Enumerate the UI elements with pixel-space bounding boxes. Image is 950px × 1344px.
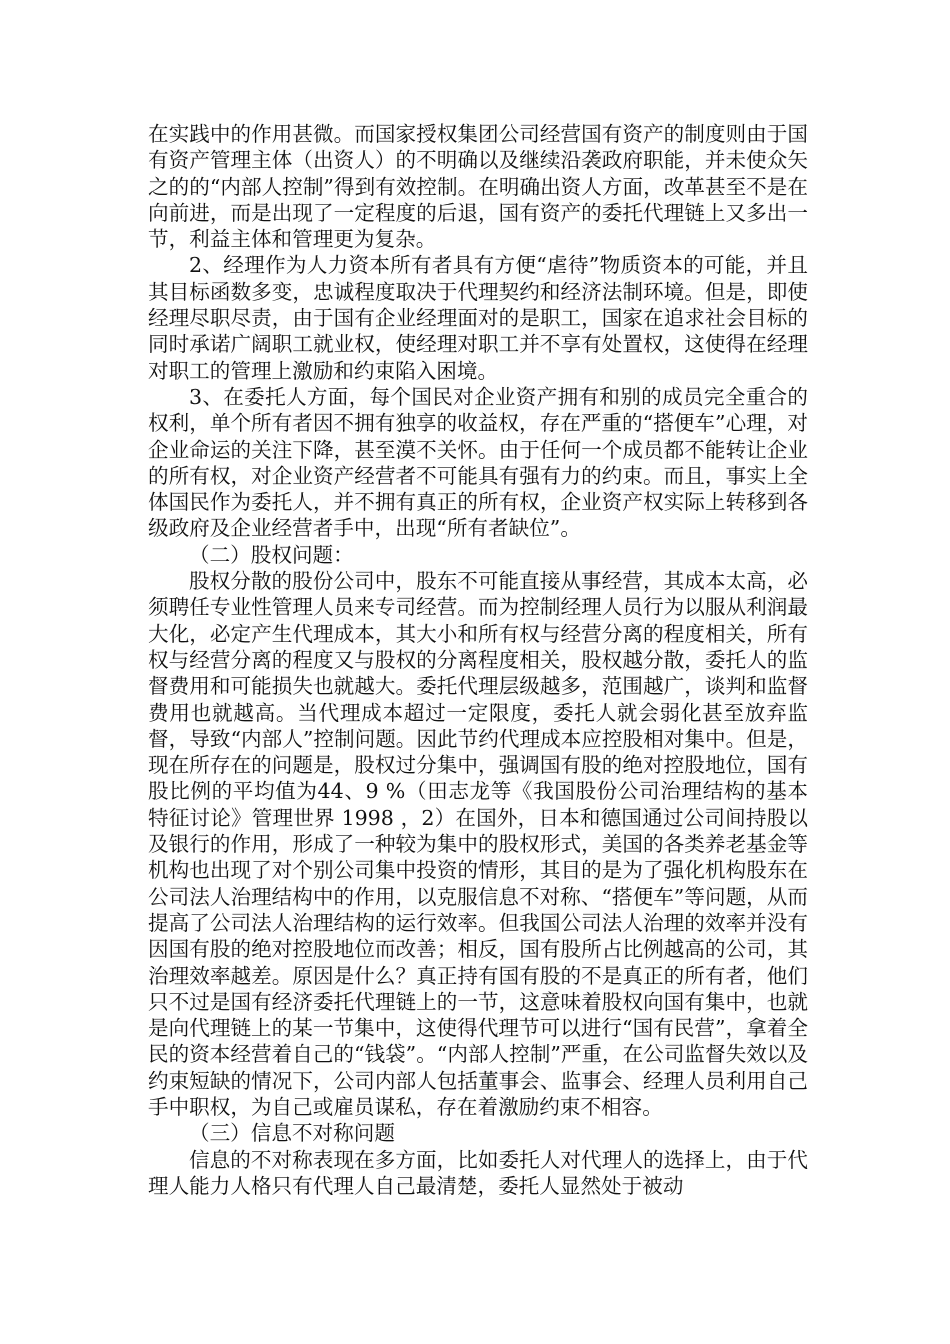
paragraph-information-asymmetry: 信息的不对称表现在多方面，比如委托人对代理人的选择上，由于代理人能力人格只有代理人自己最清楚，委托人显然处于被动 <box>148 1147 808 1198</box>
paragraph-equity: 股权分散的股份公司中，股东不可能直接从事经营，其成本太高，必须聘任专业性管理人员来专司经营。而为控制经理人员行为以服从利润最大化，必定产生代理成本，其大小和所有权与经营分离的程度相关，所有权与经营分离的程度又与股权的分离程度相关，股权越分散，委托人的监督费用和可能损失也就越大。委托代理层级越多，范围越广，谈判和监督费用也就越高。当代理成本超过一定限度，委托人就会弱化甚至放弃监督，导致“内部人”控制问题。因此节约代理成本应控股相对集中。但是，现在所存在的问题是，股权过分集中，强调国有股的绝对控股地位，国有股比例的平均值为44、9 %（田志龙等《我国股份公司治理结构的基本特征讨论》管理世界 1998 ，2）在国外，日本和德国通过公司间持股以及银行的作用，形成了一种较为集中的股权形式，美国的各类养老基金等机构也出现了对个别公司集中投资的情形，其目的是为了强化机构股东在公司法人治理结构中的作用，以克服信息不对称、“搭便车”等问题，从而提高了公司法人治理结构的运行效率。但我国公司法人治理的效率并没有因国有股的绝对控股地位而改善；相反，国有股所占比例越高的公司，其治理效率越差。原因是什么？真正持有国有股的不是真正的所有者，他们只不过是国有经济委托代理链上的一节，这意味着股权向国有集中，也就是向代理链上的某一节集中，这使得代理节可以进行“国有民营”，拿着全民的资本经营着自己的“钱袋”。“内部人控制”严重，在公司监督失效以及约束短缺的情况下，公司内部人包括董事会、监事会、经理人员利用自己手中职权，为自己或雇员谋私，存在着激励约束不相容。 <box>148 569 808 1119</box>
section-heading-information-asymmetry: （三）信息不对称问题 <box>189 1121 395 1146</box>
paragraph-manager-capital: 2、经理作为人力资本所有者具有方便“虐待”物质资本的可能，并且其目标函数多变，忠诚程度取决于代理契约和经济法制环境。但是，即使经理尽职尽责，由于国有企业经理面对的是职工，国家在追求社会目标的同时承诺广阔职工就业权，使经理对职工并不享有处置权，这使得在经理对职工的管理上激励和约束陷入困境。 <box>148 253 808 383</box>
paragraph-principal: 3、在委托人方面，每个国民对企业资产拥有和别的成员完全重合的权利，单个所有者因不拥有独享的收益权，存在严重的“搭便车”心理，对企业命运的关注下降，甚至漠不关怀。由于任何一个成员都不能转让企业的所有权，对企业资产经营者不可能具有强有力的约束。而且，事实上全体国民作为委托人，并不拥有真正的所有权，企业资产权实际上转移到各级政府及企业经营者手中，出现“所有者缺位”。 <box>148 384 808 541</box>
document-page <box>148 121 808 1199</box>
paragraph-continuation: 在实践中的作用甚微。而国家授权集团公司经营国有资产的制度则由于国有资产管理主体（出资人）的不明确以及继续沿袭政府职能，并未使众矢之的的“内部人控制”得到有效控制。在明确出资人方面，改革甚至不是在向前进，而是出现了一定程度的后退，国有资产的委托代理链上又多出一节，利益主体和管理更为复杂。 <box>148 122 808 252</box>
section-heading-equity: （二）股权问题： <box>189 542 354 567</box>
